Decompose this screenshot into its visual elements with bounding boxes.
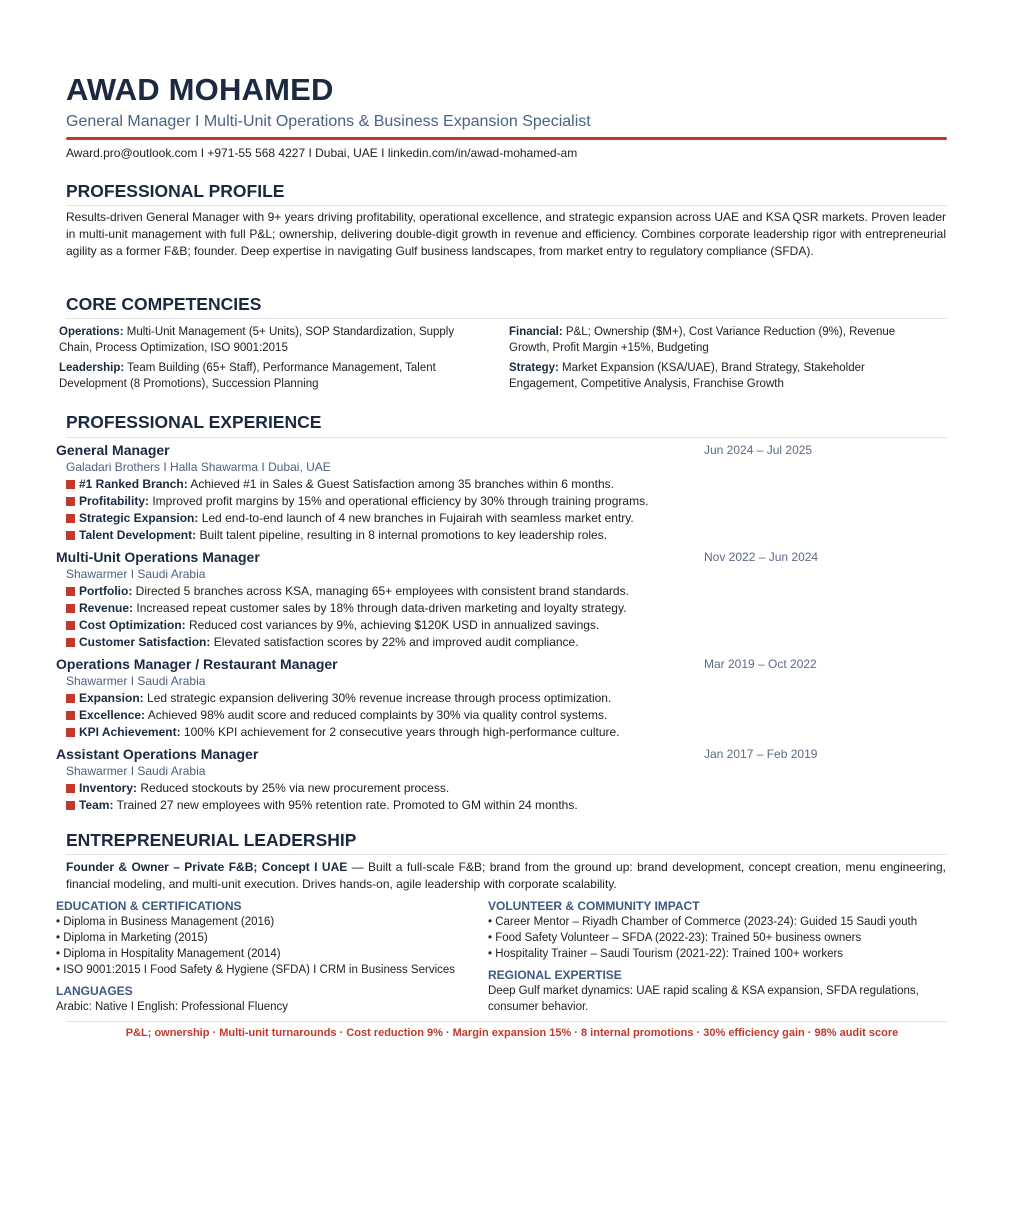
competency-leadership: Leadership: Team Building (65+ Staff), Performance Management, Talent Development (8 Promotions), Succession Planning (59, 362, 436, 390)
job-company: Galadari Brothers I Halla Shawarma I Dubai, UAE (66, 460, 331, 474)
candidate-name: AWAD MOHAMED (66, 72, 334, 107)
competency-financial: Financial: P&L; Ownership ($M+), Cost Variance Reduction (9%), Revenue Growth, Profit Margin +15%, Budgeting (509, 326, 896, 354)
job-bullet: Excellence: Achieved 98% audit score and reduced complaints by 30% via quality control systems. (66, 707, 946, 724)
education-section (56, 898, 481, 1015)
job-bullet: Customer Satisfaction: Elevated satisfaction scores by 22% and improved audit compliance. (66, 634, 946, 651)
headline: General Manager I Multi-Unit Operations & Business Expansion Specialist (66, 113, 591, 130)
bullet-square-icon (66, 728, 75, 737)
job-bullet: Portfolio: Directed 5 branches across KSA, managing 65+ employees with consistent brand standards. (66, 583, 946, 600)
job-dates: Nov 2022 – Jun 2024 (704, 550, 819, 564)
section-rule (66, 205, 947, 206)
section-heading-competencies: CORE COMPETENCIES (66, 294, 262, 314)
job-bullet: #1 Ranked Branch: Achieved #1 in Sales & Guest Satisfaction among 35 branches within 6 months. (66, 476, 946, 493)
job-dates: Jun 2024 – Jul 2025 (704, 443, 813, 457)
job-title: Assistant Operations Manager (56, 746, 259, 762)
job-company: Shawarmer I Saudi Arabia (66, 567, 206, 581)
education-item: • Diploma in Business Management (2016) (56, 916, 275, 928)
education-item: • Diploma in Marketing (2015) (56, 932, 208, 944)
job-dates: Jan 2017 – Feb 2019 (704, 747, 818, 761)
languages-heading: LANGUAGES (56, 984, 133, 998)
footer-rule (66, 1021, 947, 1022)
job-dates: Mar 2019 – Oct 2022 (704, 657, 817, 671)
job-bullet: Profitability: Improved profit margins by 15% and operational efficiency by 30% through training programs. (66, 493, 946, 510)
job-bullet: Inventory: Reduced stockouts by 25% via new procurement process. (66, 780, 946, 797)
job-bullet: Expansion: Led strategic expansion delivering 30% revenue increase through process optimization. (66, 690, 946, 707)
bullet-square-icon (66, 711, 75, 720)
job-bullet: Talent Development: Built talent pipeline, resulting in 8 internal promotions to key leadership roles. (66, 527, 946, 544)
job-entry (56, 746, 946, 814)
profile-summary: Results-driven General Manager with 9+ years driving profitability, operational excellence, and strategic expansion across UAE and KSA QSR markets. Proven leader in multi-unit management with full P&L; ownership, delivering double-digit growth in revenue and efficiency. Combines corporate leadership rigor with entrepreneurial agility as a former F&B; founder. Deep expertise in navigating Gulf business landscapes, from market entry to regulatory compliance (SFDA). (66, 210, 946, 258)
job-title: General Manager (56, 442, 170, 458)
job-bullet: Revenue: Increased repeat customer sales by 18% through data-driven marketing and loyalty strategy. (66, 600, 946, 617)
section-heading-entrepreneurial: ENTREPRENEURIAL LEADERSHIP (66, 830, 357, 850)
volunteer-heading: VOLUNTEER & COMMUNITY IMPACT (488, 899, 700, 913)
bullet-square-icon (66, 514, 75, 523)
section-rule (66, 318, 947, 319)
job-bullet: KPI Achievement: 100% KPI achievement for 2 consecutive years through high-performance culture. (66, 724, 946, 741)
volunteer-item: • Food Safety Volunteer – SFDA (2022-23): Trained 50+ business owners (488, 932, 862, 944)
job-bullet: Team: Trained 27 new employees with 95% retention rate. Promoted to GM within 24 months. (66, 797, 946, 814)
education-item: • ISO 9001:2015 I Food Safety & Hygiene (SFDA) I CRM in Business Services (56, 964, 456, 976)
languages-text: Arabic: Native I English: Professional Fluency (56, 1001, 289, 1013)
bullet-square-icon (66, 497, 75, 506)
job-entry (56, 656, 946, 741)
bullet-square-icon (66, 784, 75, 793)
bullet-square-icon (66, 621, 75, 630)
bullet-square-icon (66, 480, 75, 489)
regional-text: Deep Gulf market dynamics: UAE rapid scaling & KSA expansion, SFDA regulations, consumer behavior. (488, 985, 919, 1013)
regional-heading: REGIONAL EXPERTISE (488, 968, 622, 982)
bullet-square-icon (66, 604, 75, 613)
job-entry (56, 549, 946, 651)
header-divider (66, 137, 947, 140)
job-bullet: Cost Optimization: Reduced cost variances by 9%, achieving $120K USD in annualized savings. (66, 617, 946, 634)
job-bullet: Strategic Expansion: Led end-to-end launch of 4 new branches in Fujairah with seamless market entry. (66, 510, 946, 527)
bullet-square-icon (66, 587, 75, 596)
bullet-square-icon (66, 694, 75, 703)
job-company: Shawarmer I Saudi Arabia (66, 674, 206, 688)
job-title: Operations Manager / Restaurant Manager (56, 656, 338, 672)
education-item: • Diploma in Hospitality Management (2014) (56, 948, 281, 960)
bullet-square-icon (66, 638, 75, 647)
job-entry (56, 442, 946, 544)
section-heading-profile: PROFESSIONAL PROFILE (66, 181, 285, 201)
section-rule (66, 437, 947, 438)
job-title: Multi-Unit Operations Manager (56, 549, 260, 565)
volunteer-item: • Hospitality Trainer – Saudi Tourism (2021-22): Trained 100+ workers (488, 948, 844, 960)
bullet-square-icon (66, 531, 75, 540)
competency-strategy: Strategy: Market Expansion (KSA/UAE), Brand Strategy, Stakeholder Engagement, Competitive Analysis, Franchise Growth (509, 362, 865, 390)
highlights-footer: P&L; ownership · Multi-unit turnarounds · Cost reduction 9% · Margin expansion 15% · 8 internal promotions · 30% efficiency gain · 98% audit score (125, 1027, 899, 1039)
contact-line: Award.pro@outlook.com I +971-55 568 4227 I Dubai, UAE I linkedin.com/in/awad-mohamed-am (66, 146, 578, 160)
section-rule (66, 854, 947, 855)
volunteer-item: • Career Mentor – Riyadh Chamber of Commerce (2023-24): Guided 15 Saudi youth (488, 916, 918, 928)
bullet-square-icon (66, 801, 75, 810)
volunteer-section (488, 898, 946, 1015)
job-company: Shawarmer I Saudi Arabia (66, 764, 206, 778)
education-heading: EDUCATION & CERTIFICATIONS (56, 899, 242, 913)
section-heading-experience: PROFESSIONAL EXPERIENCE (66, 412, 322, 432)
entrepreneurial-summary: Founder & Owner – Private F&B; Concept I UAE — Built a full-scale F&B; brand from the ground up: brand development, concept creation, menu engineering, financial modeling, and multi-unit execution. Drives hands-on, agile leadership with corporate scalability. (66, 860, 946, 891)
competency-operations: Operations: Multi-Unit Management (5+ Units), SOP Standardization, Supply Chain, Process Optimization, ISO 9001:2015 (59, 326, 455, 354)
